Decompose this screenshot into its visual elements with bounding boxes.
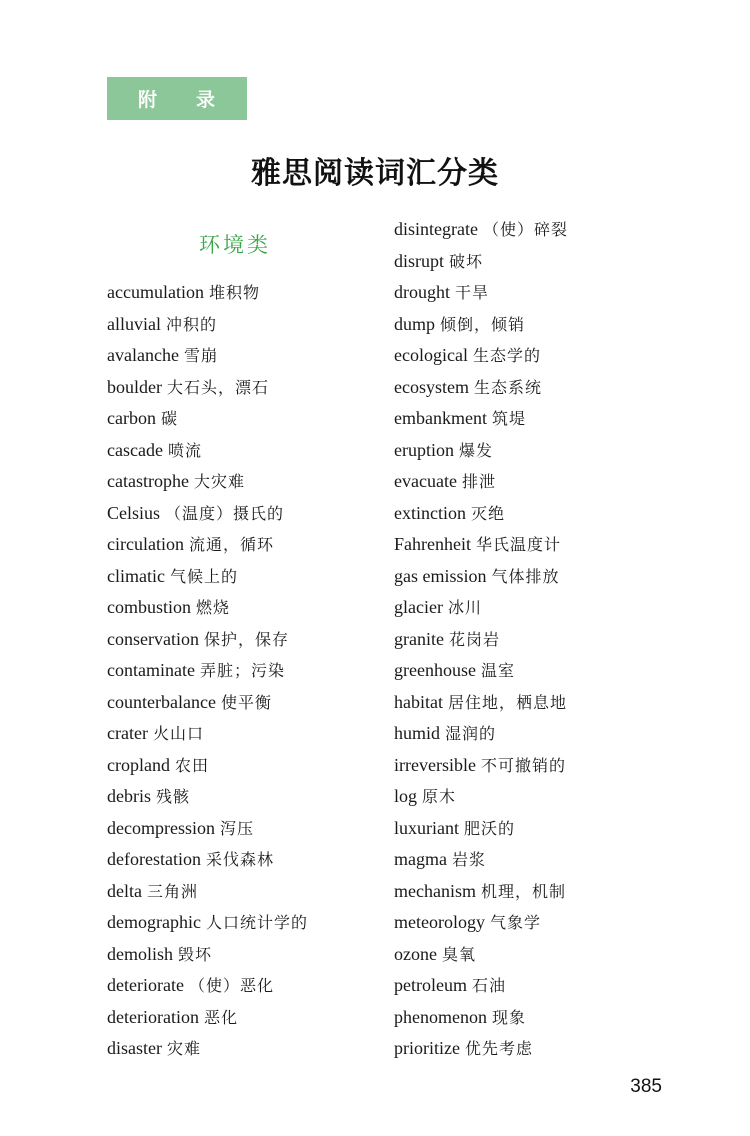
vocab-meaning: 冲积的 bbox=[165, 314, 217, 334]
vocab-meaning: 破坏 bbox=[449, 251, 484, 271]
vocab-entry bbox=[394, 687, 694, 719]
vocab-entry bbox=[107, 1002, 387, 1034]
vocab-entry bbox=[394, 309, 694, 341]
vocab-entry bbox=[394, 498, 694, 530]
vocab-term: evacuate bbox=[394, 471, 457, 491]
vocab-term: demolish bbox=[107, 943, 173, 964]
vocab-entry bbox=[107, 718, 387, 750]
vocab-entry bbox=[107, 498, 387, 530]
vocab-meaning: 干旱 bbox=[455, 283, 490, 302]
vocab-meaning: 大石头，漂石 bbox=[166, 377, 269, 397]
vocab-entry bbox=[394, 750, 694, 782]
vocab-entry bbox=[394, 435, 694, 467]
vocab-entry bbox=[107, 750, 387, 782]
vocab-term: decompression bbox=[107, 817, 215, 838]
vocab-term: Celsius bbox=[107, 502, 161, 523]
vocab-meaning: 现象 bbox=[491, 1007, 526, 1027]
vocab-term: contaminate bbox=[107, 660, 195, 680]
vocab-term: mechanism bbox=[394, 880, 476, 901]
vocab-term: habitat bbox=[394, 691, 443, 712]
vocab-meaning: 灾难 bbox=[166, 1039, 201, 1058]
vocab-entry bbox=[107, 403, 387, 435]
vocab-meaning: 火山口 bbox=[152, 724, 204, 743]
vocab-entry bbox=[107, 561, 387, 593]
vocab-term: dump bbox=[394, 313, 436, 334]
section-title: 环境类 bbox=[199, 233, 271, 257]
vocab-entry bbox=[394, 372, 694, 404]
vocab-entry bbox=[394, 970, 694, 1002]
vocab-meaning: 大灾难 bbox=[193, 472, 245, 491]
appendix-tag-char-1: 附 bbox=[137, 89, 158, 111]
vocab-term: carbon bbox=[107, 408, 156, 428]
vocab-meaning: 气体排放 bbox=[491, 566, 560, 586]
vocab-meaning: 采伐森林 bbox=[205, 850, 274, 869]
vocab-entry bbox=[394, 844, 694, 876]
vocab-entry bbox=[394, 246, 694, 278]
vocab-meaning: 筑堤 bbox=[491, 409, 526, 428]
vocab-meaning: 使平衡 bbox=[220, 692, 272, 712]
vocab-entry bbox=[394, 939, 694, 971]
vocab-meaning: 保护，保存 bbox=[203, 629, 289, 649]
vocab-term: humid bbox=[394, 723, 441, 743]
vocab-term: cropland bbox=[107, 754, 170, 775]
vocab-term: avalanche bbox=[107, 345, 179, 365]
vocab-term: combustion bbox=[107, 597, 191, 617]
vocab-entry bbox=[107, 655, 387, 687]
vocab-entry bbox=[394, 277, 694, 309]
vocab-term: magma bbox=[394, 849, 447, 869]
vocab-meaning: 倾倒，倾销 bbox=[440, 314, 526, 334]
vocab-entry bbox=[394, 592, 694, 624]
vocab-meaning: 优先考虑 bbox=[464, 1039, 533, 1058]
vocab-meaning: 华氏温度计 bbox=[475, 535, 561, 554]
vocab-entry bbox=[107, 309, 387, 341]
vocab-meaning: 喷流 bbox=[167, 440, 202, 460]
vocab-meaning: 居住地，栖息地 bbox=[447, 692, 567, 712]
vocab-entry bbox=[107, 372, 387, 404]
vocab-entry bbox=[394, 876, 694, 908]
vocab-term: crater bbox=[107, 723, 148, 743]
vocab-term: disaster bbox=[107, 1038, 162, 1058]
vocab-meaning: 泻压 bbox=[219, 818, 254, 838]
vocab-term: debris bbox=[107, 786, 151, 806]
vocab-entry bbox=[107, 781, 387, 813]
vocab-entry bbox=[394, 813, 694, 845]
vocab-list-right bbox=[394, 214, 694, 1065]
vocab-entry bbox=[107, 624, 387, 656]
vocab-term: boulder bbox=[107, 376, 162, 397]
vocab-term: deforestation bbox=[107, 849, 201, 869]
vocab-meaning: 原木 bbox=[422, 787, 457, 806]
vocab-term: glacier bbox=[394, 597, 443, 617]
vocab-entry bbox=[394, 624, 694, 656]
vocab-meaning: 臭氧 bbox=[441, 944, 476, 964]
appendix-tag-char-2: 录 bbox=[196, 89, 217, 111]
vocab-meaning: 温室 bbox=[480, 661, 515, 680]
vocab-meaning: 排泄 bbox=[461, 472, 496, 491]
vocab-term: embankment bbox=[394, 408, 487, 428]
vocab-entry bbox=[394, 655, 694, 687]
vocab-meaning: 灭绝 bbox=[470, 503, 505, 523]
vocab-meaning: 恶化 bbox=[203, 1007, 238, 1027]
vocab-entry bbox=[394, 561, 694, 593]
vocab-term: counterbalance bbox=[107, 691, 216, 712]
vocab-meaning: 湿润的 bbox=[445, 724, 497, 743]
vocab-meaning: 花岗岩 bbox=[448, 629, 500, 649]
vocab-meaning: 三角洲 bbox=[146, 881, 198, 901]
vocab-term: drought bbox=[394, 282, 450, 302]
vocab-entry bbox=[107, 592, 387, 624]
vocab-meaning: 农田 bbox=[174, 755, 209, 775]
vocab-entry bbox=[394, 466, 694, 498]
vocab-term: luxuriant bbox=[394, 817, 459, 838]
vocab-entry bbox=[107, 876, 387, 908]
vocab-entry bbox=[394, 529, 694, 561]
vocab-term: delta bbox=[107, 880, 142, 901]
vocab-term: prioritize bbox=[394, 1038, 460, 1058]
vocab-term: eruption bbox=[394, 439, 454, 460]
vocab-entry bbox=[394, 718, 694, 750]
vocab-entry bbox=[394, 214, 694, 246]
vocab-term: ecological bbox=[394, 345, 468, 365]
vocab-meaning: 毁坏 bbox=[178, 944, 213, 964]
vocab-meaning: 生态系统 bbox=[473, 377, 542, 397]
vocab-entry bbox=[107, 1033, 387, 1065]
vocab-term: climatic bbox=[107, 565, 165, 586]
vocab-term: petroleum bbox=[394, 975, 467, 995]
vocab-list-left bbox=[107, 277, 387, 1065]
vocab-term: gas emission bbox=[394, 565, 487, 586]
vocab-meaning: 雪崩 bbox=[183, 346, 218, 365]
vocab-term: alluvial bbox=[107, 313, 161, 334]
vocab-entry bbox=[394, 781, 694, 813]
vocab-meaning: 流通，循环 bbox=[188, 535, 274, 554]
vocab-meaning: 生态学的 bbox=[472, 346, 541, 365]
vocab-meaning: 残骸 bbox=[156, 787, 191, 806]
vocab-term: Fahrenheit bbox=[394, 534, 471, 554]
vocab-term: meteorology bbox=[394, 912, 485, 932]
vocab-term: conservation bbox=[107, 628, 199, 649]
vocab-entry bbox=[107, 340, 387, 372]
vocab-term: disintegrate bbox=[394, 219, 478, 239]
vocab-term: log bbox=[394, 786, 418, 806]
vocab-entry bbox=[107, 687, 387, 719]
vocab-meaning: 燃烧 bbox=[196, 598, 231, 617]
vocab-entry bbox=[107, 435, 387, 467]
vocab-term: demographic bbox=[107, 912, 201, 932]
vocab-term: extinction bbox=[394, 502, 466, 523]
vocab-meaning: 不可撤销的 bbox=[480, 755, 566, 775]
vocab-entry bbox=[107, 277, 387, 309]
vocab-term: ecosystem bbox=[394, 376, 469, 397]
vocab-entry bbox=[394, 340, 694, 372]
vocab-entry bbox=[107, 813, 387, 845]
vocab-meaning: （温度）摄氏的 bbox=[165, 503, 285, 523]
page-title: 雅思阅读词汇分类 bbox=[251, 156, 499, 191]
vocab-entry bbox=[394, 1002, 694, 1034]
vocab-meaning: 人口统计学的 bbox=[205, 913, 308, 932]
vocab-entry bbox=[107, 939, 387, 971]
vocab-entry bbox=[394, 403, 694, 435]
vocab-term: greenhouse bbox=[394, 660, 476, 680]
vocab-term: phenomenon bbox=[394, 1006, 487, 1027]
vocab-entry bbox=[107, 529, 387, 561]
vocab-entry bbox=[107, 907, 387, 939]
vocab-meaning: 冰川 bbox=[447, 598, 482, 617]
vocab-meaning: 肥沃的 bbox=[464, 818, 516, 838]
vocab-entry bbox=[394, 1033, 694, 1065]
appendix-tag bbox=[107, 77, 247, 120]
vocab-meaning: 弄脏；污染 bbox=[199, 661, 285, 680]
vocab-term: catastrophe bbox=[107, 471, 189, 491]
vocab-term: deteriorate bbox=[107, 975, 184, 995]
vocab-meaning: 岩浆 bbox=[451, 850, 486, 869]
vocab-meaning: 碳 bbox=[160, 409, 178, 428]
vocab-meaning: 石油 bbox=[471, 976, 506, 995]
vocab-term: accumulation bbox=[107, 282, 204, 302]
vocab-term: granite bbox=[394, 628, 444, 649]
vocab-term: disrupt bbox=[394, 250, 445, 271]
vocab-entry bbox=[394, 907, 694, 939]
vocab-term: ozone bbox=[394, 943, 437, 964]
vocab-entry bbox=[107, 844, 387, 876]
vocab-term: cascade bbox=[107, 439, 163, 460]
vocab-meaning: （使）恶化 bbox=[188, 976, 274, 995]
vocab-term: deterioration bbox=[107, 1006, 199, 1027]
page-number: 385 bbox=[630, 1076, 662, 1097]
vocab-term: circulation bbox=[107, 534, 184, 554]
vocab-meaning: （使）碎裂 bbox=[482, 220, 568, 239]
vocab-meaning: 气候上的 bbox=[169, 566, 238, 586]
vocab-entry bbox=[107, 970, 387, 1002]
vocab-meaning: 机理，机制 bbox=[480, 881, 566, 901]
vocab-meaning: 爆发 bbox=[459, 440, 494, 460]
vocab-meaning: 堆积物 bbox=[208, 283, 260, 302]
vocab-term: irreversible bbox=[394, 754, 476, 775]
vocab-meaning: 气象学 bbox=[489, 913, 541, 932]
vocab-entry bbox=[107, 466, 387, 498]
